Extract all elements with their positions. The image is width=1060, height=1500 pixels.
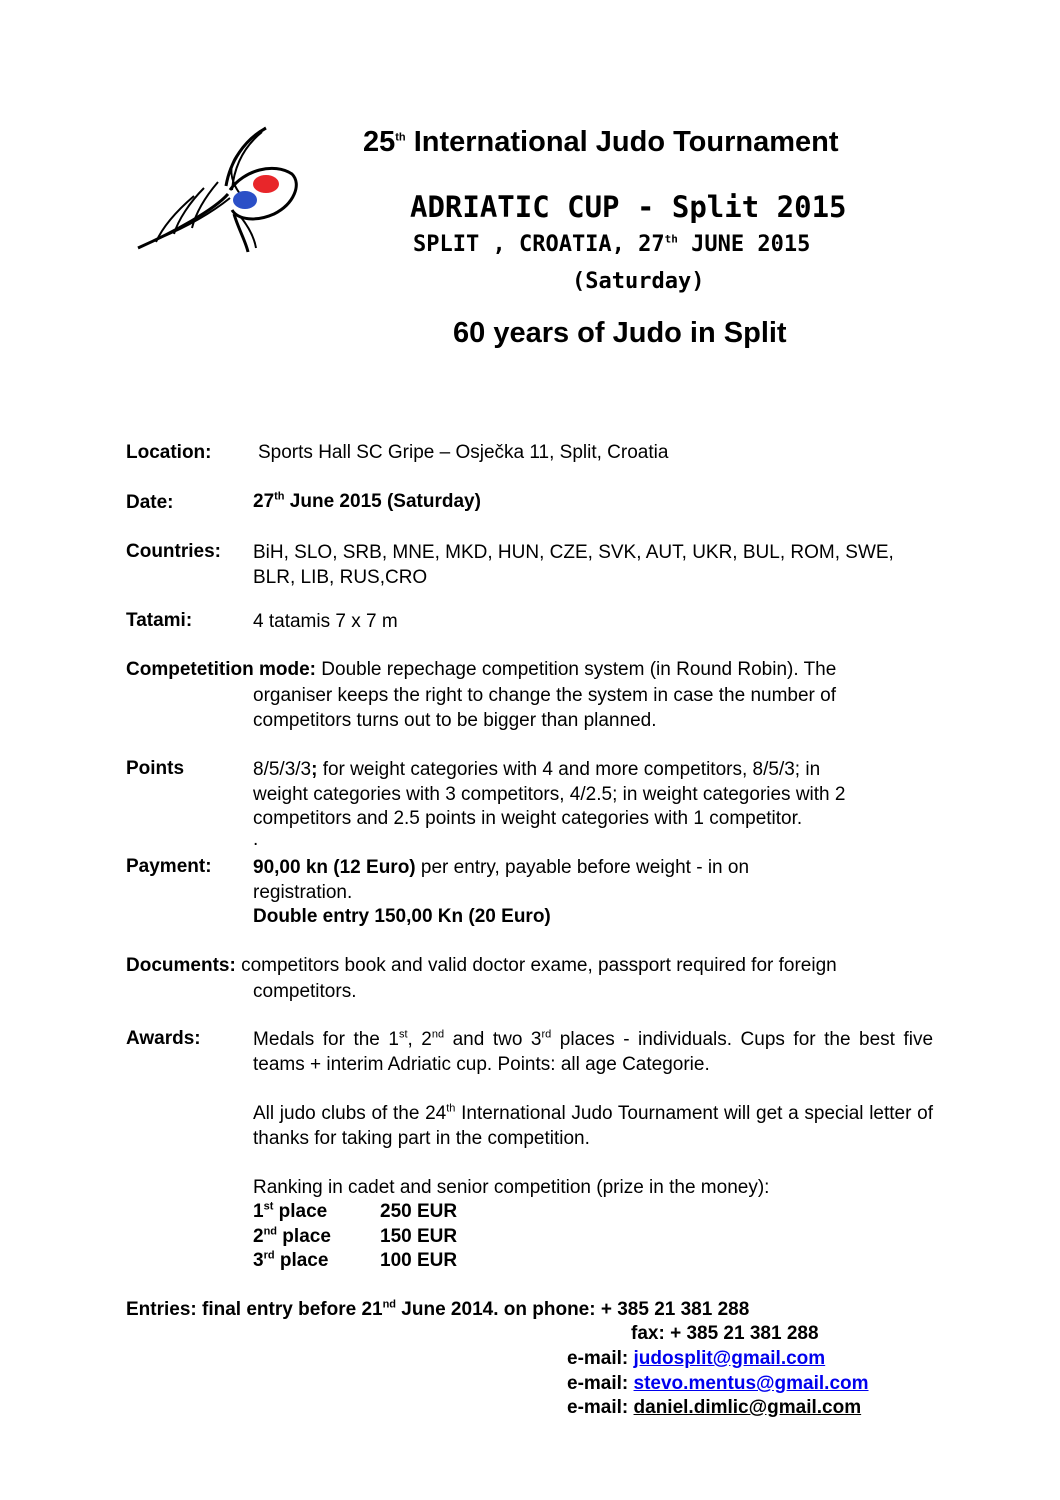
points-value: 8/5/3/3; for weight categories with 4 and more competitors, 8/5/3; in weight categories with 3 competitors, 4/2.5; in weight categories with 2 competitors and 2.5 points in weight categories with 1 competitor. . — [253, 759, 846, 850]
fax-line: fax: + 385 21 381 288 — [631, 1323, 819, 1344]
prize-table — [253, 1200, 457, 1274]
countries-value: BiH, SLO, SRB, MNE, MKD, HUN, CZE, SVK, AUT, UKR, BUL, ROM, SWE, BLR, LIB, RUS,CRO — [253, 542, 894, 588]
payment-label: Payment: — [126, 856, 212, 877]
email-link-1[interactable]: judosplit@gmail.com — [633, 1348, 826, 1369]
location-label: Location: — [126, 442, 212, 463]
tatami-label: Tatami: — [126, 610, 193, 631]
payment-value: 90,00 kn (12 Euro) per entry, payable before weight - in on registration. Double entry 150,00 Kn (20 Euro) — [253, 857, 750, 927]
email-line-3: e-mail: daniel.dimlic@gmail.com — [567, 1397, 862, 1418]
tatami-value: 4 tatamis 7 x 7 m — [253, 611, 398, 632]
awards-thanks: All judo clubs of the 24th International Judo Tournament will get a special letter of thanks for taking part in the competition. — [253, 1102, 933, 1149]
competition-mode-text: organiser keeps the right to change the system in case the number of competitors turns out to be bigger than planned. — [253, 685, 836, 731]
place-date-line: SPLIT , CROATIA, 27th JUNE 2015 — [413, 232, 811, 257]
email-link-2[interactable]: stevo.mentus@gmail.com — [633, 1373, 869, 1394]
prize-row: 1st place 250 EUR — [253, 1200, 458, 1222]
awards-label: Awards: — [126, 1028, 201, 1049]
subtitle: 60 years of Judo in Split — [453, 317, 787, 349]
email-link-3[interactable]: daniel.dimlic@gmail.com — [633, 1397, 862, 1418]
email-line-1: e-mail: judosplit@gmail.com — [567, 1348, 826, 1369]
date-label: Date: — [126, 492, 174, 513]
day-line: (Saturday) — [572, 269, 705, 294]
points-label: Points — [126, 758, 185, 779]
entries-line: Entries: final entry before 21nd June 2014. on phone: + 385 21 381 288 — [126, 1298, 750, 1320]
ranking-intro: Ranking in cadet and senior competition (prize in the money): — [253, 1177, 770, 1198]
documents-text: competitors. — [253, 981, 357, 1002]
prize-row: 2nd place 150 EUR — [253, 1225, 458, 1247]
location-value: Sports Hall SC Gripe – Osječka 11, Split, Croatia — [258, 442, 669, 463]
countries-label: Countries: — [126, 541, 221, 562]
awards-medals: Medals for the 1st, 2nd and two 3rd places - individuals. Cups for the best five teams + interim Adriatic cup. Points: all age Categorie. — [253, 1028, 934, 1075]
documents: Documents: competitors book and valid doctor exame, passport required for foreign — [126, 955, 837, 976]
tournament-title: 25th International Judo Tournament — [363, 126, 839, 158]
cup-title: ADRIATIC CUP - Split 2015 — [410, 190, 847, 224]
prize-row: 3rd place 100 EUR — [253, 1249, 458, 1271]
competition-mode: Competetition mode: Double repechage competition system (in Round Robin). The — [126, 659, 837, 680]
date-value: 27th June 2015 (Saturday) — [253, 490, 481, 512]
email-line-2: e-mail: stevo.mentus@gmail.com — [567, 1373, 869, 1394]
